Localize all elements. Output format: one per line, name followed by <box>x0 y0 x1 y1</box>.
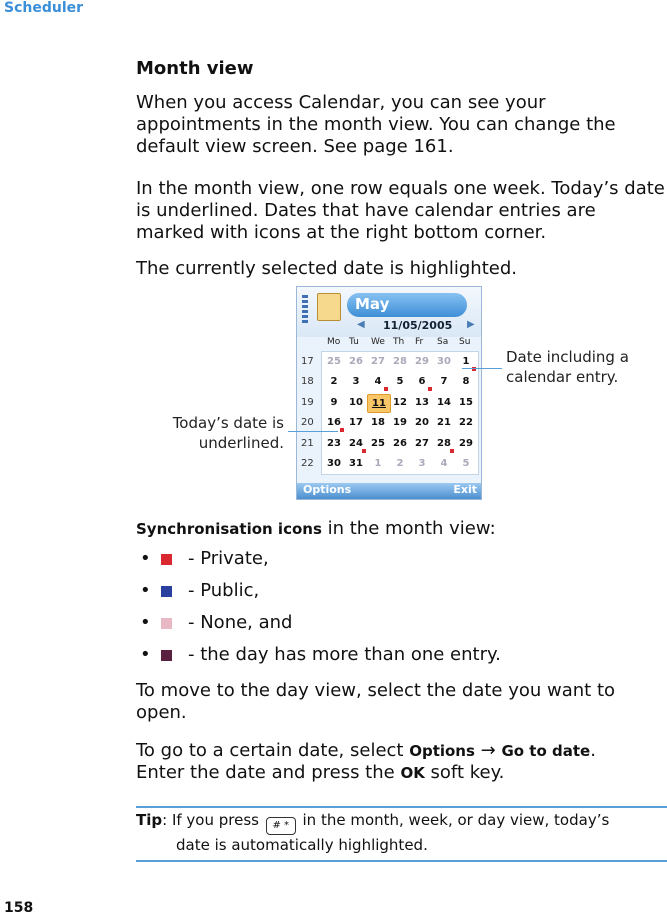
month-title: May <box>347 293 467 317</box>
paragraph-month-rows: In the month view, one row equals one week. Today’s date is underlined. Dates that have calendar entries are marked with icons at the right bottom corner. <box>136 178 665 243</box>
calendar-day[interactable]: 26 <box>393 437 407 449</box>
softkey-options[interactable]: Options <box>303 483 352 496</box>
calendar-day[interactable]: 3 <box>418 458 426 469</box>
entry-marker-icon <box>384 387 388 391</box>
callout-line-entry <box>462 368 502 369</box>
bullet: • <box>140 580 151 601</box>
calendar-day[interactable]: 30 <box>437 356 451 367</box>
week-number: 18 <box>301 376 314 388</box>
multiple-entries-icon <box>161 650 172 661</box>
calendar-day[interactable]: 2 <box>330 376 338 388</box>
calendar-day[interactable]: 11 <box>367 394 391 413</box>
sync-item-label: - None, and <box>188 612 293 633</box>
callout-entry: Date including a calendar entry. <box>506 348 629 386</box>
calendar-day[interactable]: 3 <box>352 376 360 388</box>
weekday-header: Sa <box>437 337 449 347</box>
phone-title-bar <box>297 287 481 337</box>
phone-screen <box>296 286 482 500</box>
calendar-day[interactable]: 31 <box>349 458 363 469</box>
calendar-day[interactable]: 9 <box>330 396 338 408</box>
calendar-day[interactable]: 16 <box>327 417 341 429</box>
calendar-day[interactable]: 19 <box>393 417 407 429</box>
current-date: 11/05/2005 <box>383 319 453 332</box>
calendar-day[interactable]: 22 <box>459 417 473 429</box>
sync-item-label: - Private, <box>188 548 269 569</box>
weekday-header: Th <box>393 337 405 347</box>
bullet: • <box>140 548 151 569</box>
private-icon <box>161 554 172 565</box>
sync-item-label: - Public, <box>188 580 260 601</box>
prev-arrow-icon: ◀ <box>357 319 365 330</box>
calendar-day[interactable]: 23 <box>327 437 341 449</box>
week-number: 21 <box>301 437 314 449</box>
bullet: • <box>140 644 151 665</box>
public-icon <box>161 586 172 597</box>
week-number: 17 <box>301 356 314 367</box>
calendar-day[interactable]: 4 <box>440 458 448 469</box>
week-number: 22 <box>301 458 314 469</box>
next-arrow-icon: ▶ <box>467 319 475 330</box>
hash-star-key-icon: # * <box>266 817 296 835</box>
tip-top-rule <box>136 806 667 808</box>
bullet: • <box>140 612 151 633</box>
calendar-day[interactable]: 26 <box>349 356 363 367</box>
calendar-day[interactable]: 29 <box>459 437 473 449</box>
tip-box: Tip: If you press # * in the month, week, or day view, today’s date is automatically highlighted. <box>136 811 610 854</box>
calendar-day[interactable]: 27 <box>415 437 429 449</box>
section-header: Scheduler <box>4 0 84 16</box>
calendar-app-icon <box>317 293 341 321</box>
calendar-day[interactable]: 8 <box>462 376 470 388</box>
calendar-day[interactable]: 27 <box>371 356 385 367</box>
week-number: 19 <box>301 396 314 408</box>
entry-marker-icon <box>450 449 454 453</box>
calendar-day[interactable]: 15 <box>459 396 473 408</box>
paragraph-day-view: To move to the day view, select the date you want to open. <box>136 680 616 723</box>
paragraph-goto: To go to a certain date, select Options → Go to date. Enter the date and press the OK soft key. <box>136 740 596 783</box>
entry-marker-icon <box>362 449 366 453</box>
calendar-day[interactable]: 2 <box>396 458 404 469</box>
page-number: 158 <box>4 900 34 916</box>
entry-marker-icon <box>340 428 344 432</box>
calendar-day[interactable]: 28 <box>437 437 451 449</box>
weekday-header: Fr <box>415 337 424 347</box>
weekday-header: Mo <box>327 337 341 347</box>
calendar-day[interactable]: 30 <box>327 458 341 469</box>
paragraph-highlight: The currently selected date is highlighted. <box>136 258 517 279</box>
section-heading: Month view <box>136 58 254 79</box>
callout-today: Today’s date is underlined. <box>172 414 284 452</box>
weekday-header: We <box>371 337 385 347</box>
calendar-day[interactable]: 1 <box>374 458 382 469</box>
calendar-day[interactable]: 24 <box>349 437 363 449</box>
paragraph-intro: When you access Calendar, you can see your appointments in the month view. You can change the default view screen. See page 161. <box>136 92 616 157</box>
calendar-day[interactable]: 13 <box>415 396 429 408</box>
calendar-day[interactable]: 1 <box>462 356 470 367</box>
tip-bottom-rule <box>136 860 667 862</box>
calendar-day[interactable]: 5 <box>462 458 470 469</box>
calendar-day[interactable]: 10 <box>349 396 363 408</box>
calendar-day[interactable]: 12 <box>393 396 407 408</box>
calendar-day[interactable]: 20 <box>415 417 429 429</box>
callout-line-today <box>288 431 338 432</box>
softkey-exit[interactable]: Exit <box>453 483 477 496</box>
weekday-header: Tu <box>349 337 359 347</box>
none-icon <box>161 618 172 629</box>
calendar-day[interactable]: 25 <box>327 356 341 367</box>
signal-icon <box>302 295 308 325</box>
softkey-bar <box>297 483 481 499</box>
calendar-day[interactable]: 18 <box>371 417 385 429</box>
weekday-header: Su <box>459 337 471 347</box>
week-number: 20 <box>301 417 314 429</box>
calendar-day[interactable]: 28 <box>393 356 407 367</box>
calendar-day[interactable]: 17 <box>349 417 363 429</box>
calendar-day[interactable]: 21 <box>437 417 451 429</box>
calendar-day[interactable]: 5 <box>396 376 404 388</box>
calendar-day[interactable]: 7 <box>440 376 448 388</box>
calendar-day[interactable]: 25 <box>371 437 385 449</box>
sync-item-label: - the day has more than one entry. <box>188 644 501 665</box>
sync-intro: Synchronisation icons in the month view: <box>136 518 496 539</box>
calendar-day[interactable]: 14 <box>437 396 451 408</box>
calendar-day[interactable]: 6 <box>418 376 426 388</box>
calendar-day[interactable]: 4 <box>374 376 382 388</box>
calendar-day[interactable]: 29 <box>415 356 429 367</box>
entry-marker-icon <box>428 387 432 391</box>
